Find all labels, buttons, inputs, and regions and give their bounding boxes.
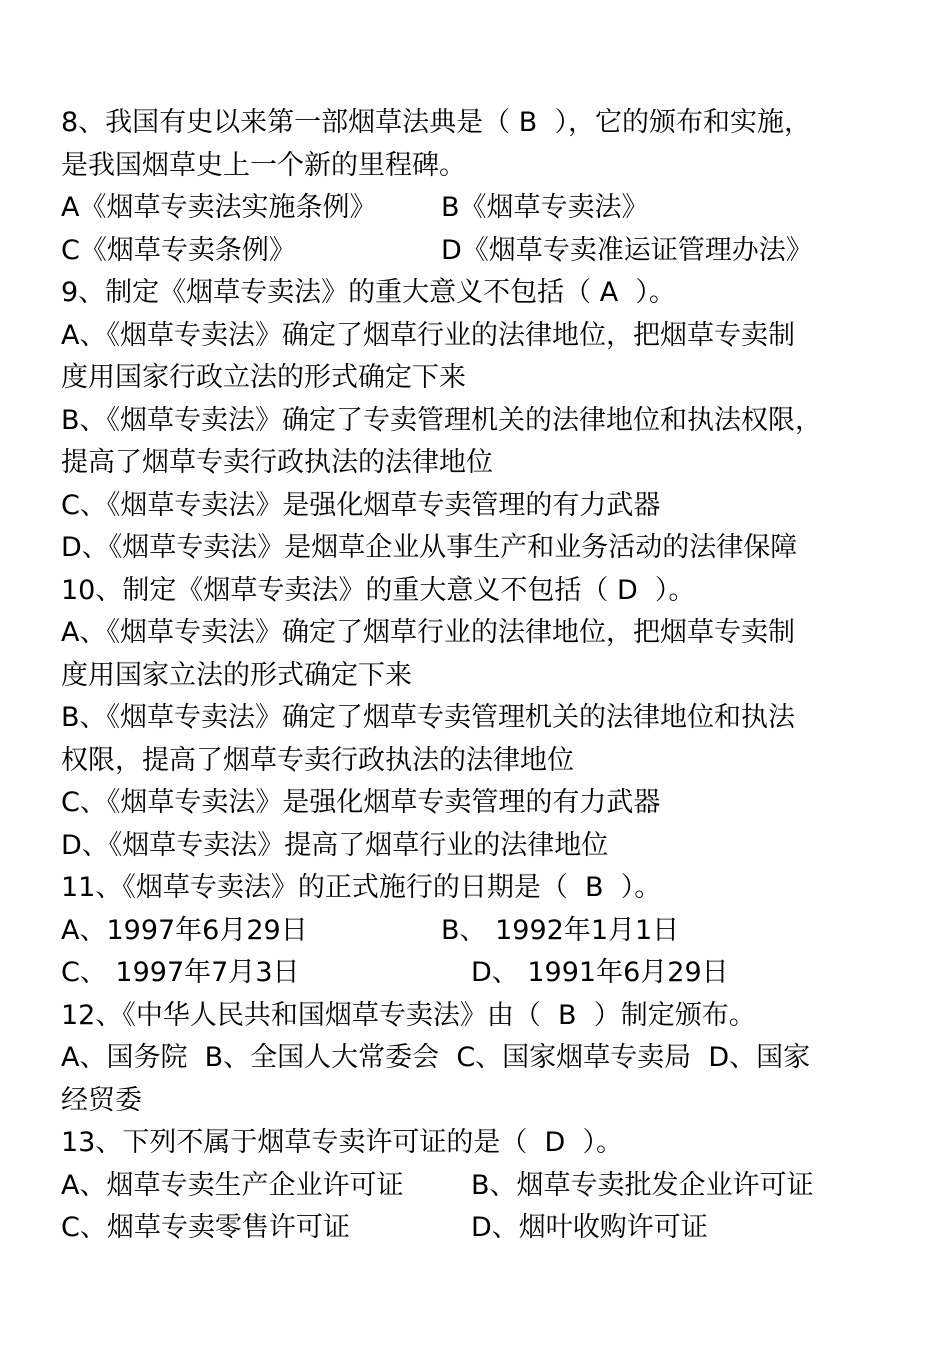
question-8-option-d: D《烟草专卖准运证管理办法》 [441,234,813,266]
question-9-option-line-3: B、《烟草专卖法》确定了专卖管理机关的法律地位和执法权限， [61,404,823,436]
question-8-option-b: B《烟草专卖法》 [441,192,649,223]
question-13-option-a: A、烟草专卖生产企业许可证 [61,1169,404,1201]
question-9-option-line-1: A、《烟草专卖法》确定了烟草行业的法律地位，把烟草专卖制 [61,319,795,351]
question-11-option-c: C、 1997年7月3日 [61,957,300,988]
question-8-option-c: C《烟草专卖条例》 [61,234,296,266]
question-11-option-b: B、 1992年1月1日 [441,914,680,946]
question-9-option-line-5: C、《烟草专卖法》是强化烟草专卖管理的有力武器 [61,489,661,521]
question-11-option-d: D、 1991年6月29日 [471,957,729,988]
question-9-option-line-4: 提高了烟草专卖行政执法的法律地位 [61,447,493,478]
question-8-options-row-1 [61,187,911,230]
question-8-stem-line-1: 8、我国有史以来第一部烟草法典是（ B ），它的颁布和实施， [61,107,811,138]
question-9-stem: 9、制定《烟草专卖法》的重大意义不包括（ A ）。 [61,277,676,308]
question-10-option-line-1: A、《烟草专卖法》确定了烟草行业的法律地位，把烟草专卖制 [61,617,795,648]
question-10-option-line-4: 权限，提高了烟草专卖行政执法的法律地位 [61,744,574,776]
question-13-stem: 13、下列不属于烟草专卖许可证的是（ D ）。 [61,1127,623,1158]
question-10-stem: 10、制定《烟草专卖法》的重大意义不包括（ D ）。 [61,574,696,606]
question-10-option-line-5: C、《烟草专卖法》是强化烟草专卖管理的有力武器 [61,787,661,818]
question-13-option-c: C、烟草专卖零售许可证 [61,1212,350,1243]
question-10-option-line-6: D、《烟草专卖法》提高了烟草行业的法律地位 [61,829,609,861]
question-9-option-line-2: 度用国家行政立法的形式确定下来 [61,362,466,393]
question-13-options-row-2 [61,1207,911,1250]
question-8-option-a: A《烟草专卖法实施条例》 [61,192,377,223]
question-12-option-line-1: A、国务院 B、全国人大常委会 C、国家烟草专卖局 D、国家 [61,1042,811,1073]
question-9-option-line-6: D、《烟草专卖法》是烟草企业从事生产和业务活动的法律保障 [61,532,798,563]
question-11-options-row-1 [61,910,911,953]
question-13-options-row-1 [61,1165,911,1208]
question-8-options-row-2 [61,230,911,273]
question-8-stem-line-2: 是我国烟草史上一个新的里程碑。 [61,149,466,181]
question-12-stem: 12、《中华人民共和国烟草专卖法》由（ B ）制定颁布。 [61,999,756,1031]
question-10-option-line-2: 度用国家立法的形式确定下来 [61,659,412,691]
question-13-option-b: B、烟草专卖批发企业许可证 [471,1169,814,1201]
document-page [61,102,911,1250]
question-11-stem: 11、《烟草专卖法》的正式施行的日期是（ B ）。 [61,872,662,903]
question-11-options-row-2 [61,952,911,995]
question-10-option-line-3: B、《烟草专卖法》确定了烟草专卖管理机关的法律地位和执法 [61,702,796,733]
question-12-option-line-2: 经贸委 [61,1084,142,1116]
question-11-option-a: A、1997年6月29日 [61,914,308,946]
question-13-option-d: D、烟叶收购许可证 [471,1212,708,1243]
